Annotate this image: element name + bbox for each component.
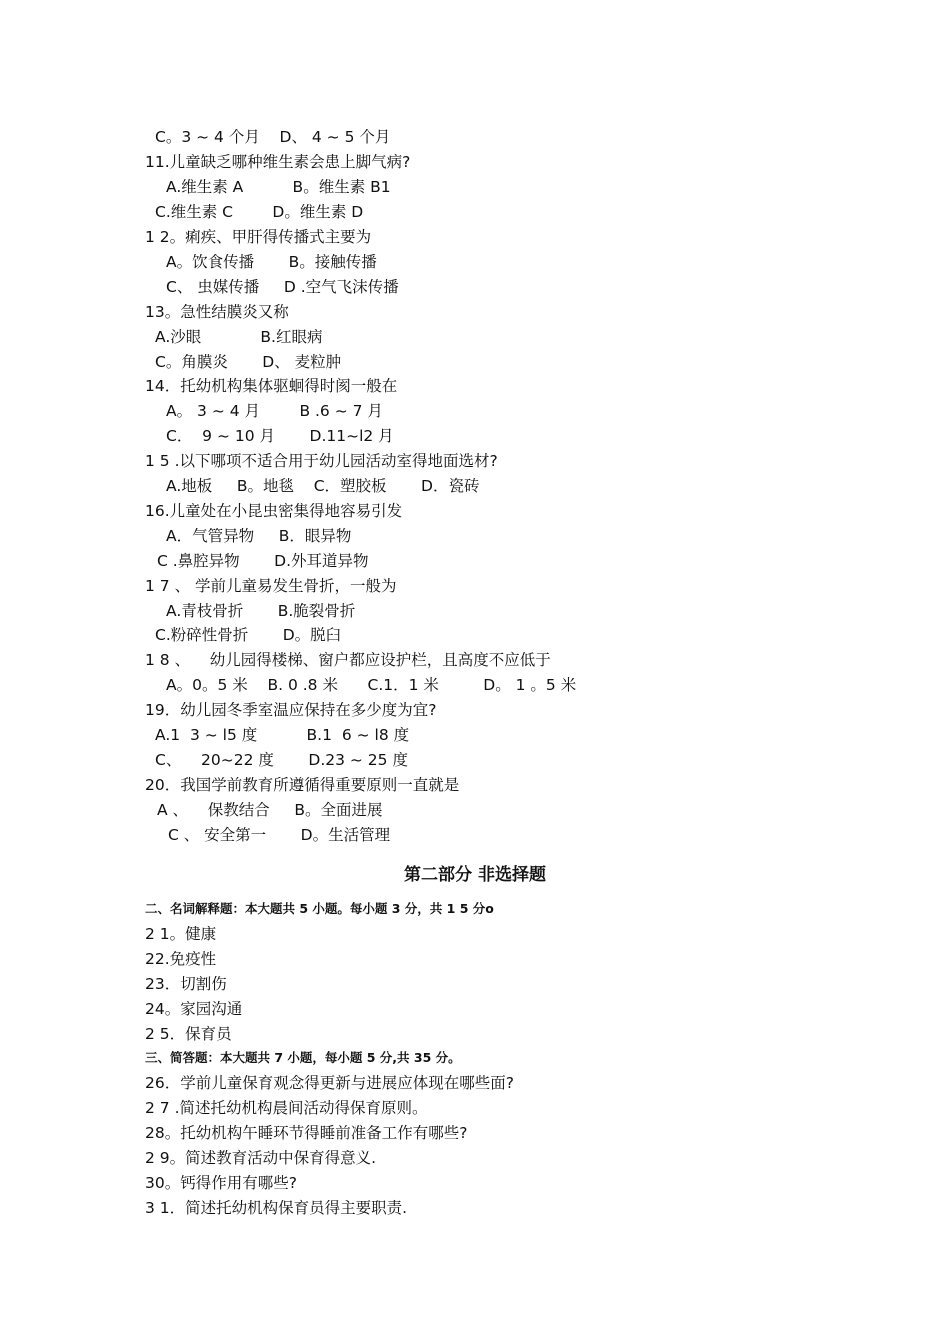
question-line: 28。托幼机构午睡环节得睡前准备工作有哪些?	[145, 1124, 468, 1142]
part2-heading	[0, 860, 950, 885]
section3-title: 三、简答题：本大题共 7 小题，每小题 5 分,共 35 分。	[145, 1050, 461, 1065]
question-line: 1 5 .以下哪项不适合用于幼儿园活动室得地面选材?	[145, 452, 498, 470]
option-line: A.1 3 ~ l5 度 B.1 6 ~ l8 度	[155, 726, 410, 744]
option-line: C． 9 ~ 10 月 D.11~l2 月	[166, 427, 394, 445]
option-line: C.维生素 C D。维生素 D	[155, 203, 364, 221]
question-line: 3 1．简述托幼机构保育员得主要职责.	[145, 1199, 408, 1217]
question-line: 13。急性结膜炎又称	[145, 303, 289, 321]
option-line: C .鼻腔异物 D.外耳道异物	[157, 552, 369, 570]
question-line: 26．学前儿童保育观念得更新与进展应体现在哪些面?	[145, 1074, 514, 1092]
option-line: C、 虫媒传播 D .空气飞沫传播	[166, 278, 399, 296]
question-line: 2 7 .简述托幼机构晨间活动得保育原则。	[145, 1099, 428, 1117]
option-line: C、 20~22 度 D.23 ~ 25 度	[155, 751, 408, 769]
option-line: A。 3 ~ 4 月 B .6 ~ 7 月	[166, 402, 383, 420]
part2-title: 第二部分 非选择题	[404, 865, 546, 885]
option-line: A.青枝骨折 B.脆裂骨折	[166, 602, 356, 620]
term-line: 2 5．保育员	[145, 1025, 232, 1043]
option-line: C.粉碎性骨折 D。脱臼	[155, 626, 342, 644]
question-line: 20．我国学前教育所遵循得重要原则一直就是	[145, 776, 460, 794]
question-line: 1 2。痢疾、甲肝得传播式主要为	[145, 228, 372, 246]
term-line: 22.免疫性	[145, 950, 217, 968]
option-line: A.维生素 A B。维生素 B1	[166, 178, 391, 196]
question-line: 2 9。简述教育活动中保育得意义.	[145, 1149, 377, 1167]
option-line: A．气管异物 B．眼异物	[166, 527, 352, 545]
section2-title: 二、名词解释题：本大题共 5 小题。每小题 3 分，共 1 5 分o	[145, 901, 494, 916]
term-line: 2 1。健康	[145, 925, 217, 943]
term-line: 24。家园沟通	[145, 1000, 243, 1018]
option-line: C 、 安全第一 D。生活管理	[168, 826, 391, 844]
option-line: A。饮食传播 B。接触传播	[166, 253, 377, 271]
question-line: 30。钙得作用有哪些?	[145, 1174, 297, 1192]
question-line: 14．托幼机构集体驱蛔得时阂一般在	[145, 377, 398, 395]
option-line: A。0。5 米 B. 0 .8 米 C.1．1 米 D。 1 。5 米	[166, 676, 577, 694]
option-line: C。3 ~ 4 个月 D、 4 ~ 5 个月	[155, 128, 391, 146]
term-line: 23．切割伤	[145, 975, 227, 993]
question-line: 16.儿童处在小昆虫密集得地容易引发	[145, 502, 403, 520]
option-line: C。角膜炎 D、 麦粒肿	[155, 353, 342, 371]
question-line: 1 7 、 学前儿童易发生骨折，一般为	[145, 577, 397, 595]
question-line: 19．幼儿园冬季室温应保持在多少度为宜?	[145, 701, 437, 719]
option-line: A 、 保教结合 B。全面进展	[157, 801, 383, 819]
question-line: 11.儿童缺乏哪种维生素会患上脚气病?	[145, 153, 411, 171]
option-line: A.沙眼 B.红眼病	[155, 328, 323, 346]
question-line: 1 8 、 幼儿园得楼梯、窗户都应设护栏，且高度不应低于	[145, 651, 551, 669]
option-line: A.地板 B。地毯 C．塑胶板 D．瓷砖	[166, 477, 480, 495]
